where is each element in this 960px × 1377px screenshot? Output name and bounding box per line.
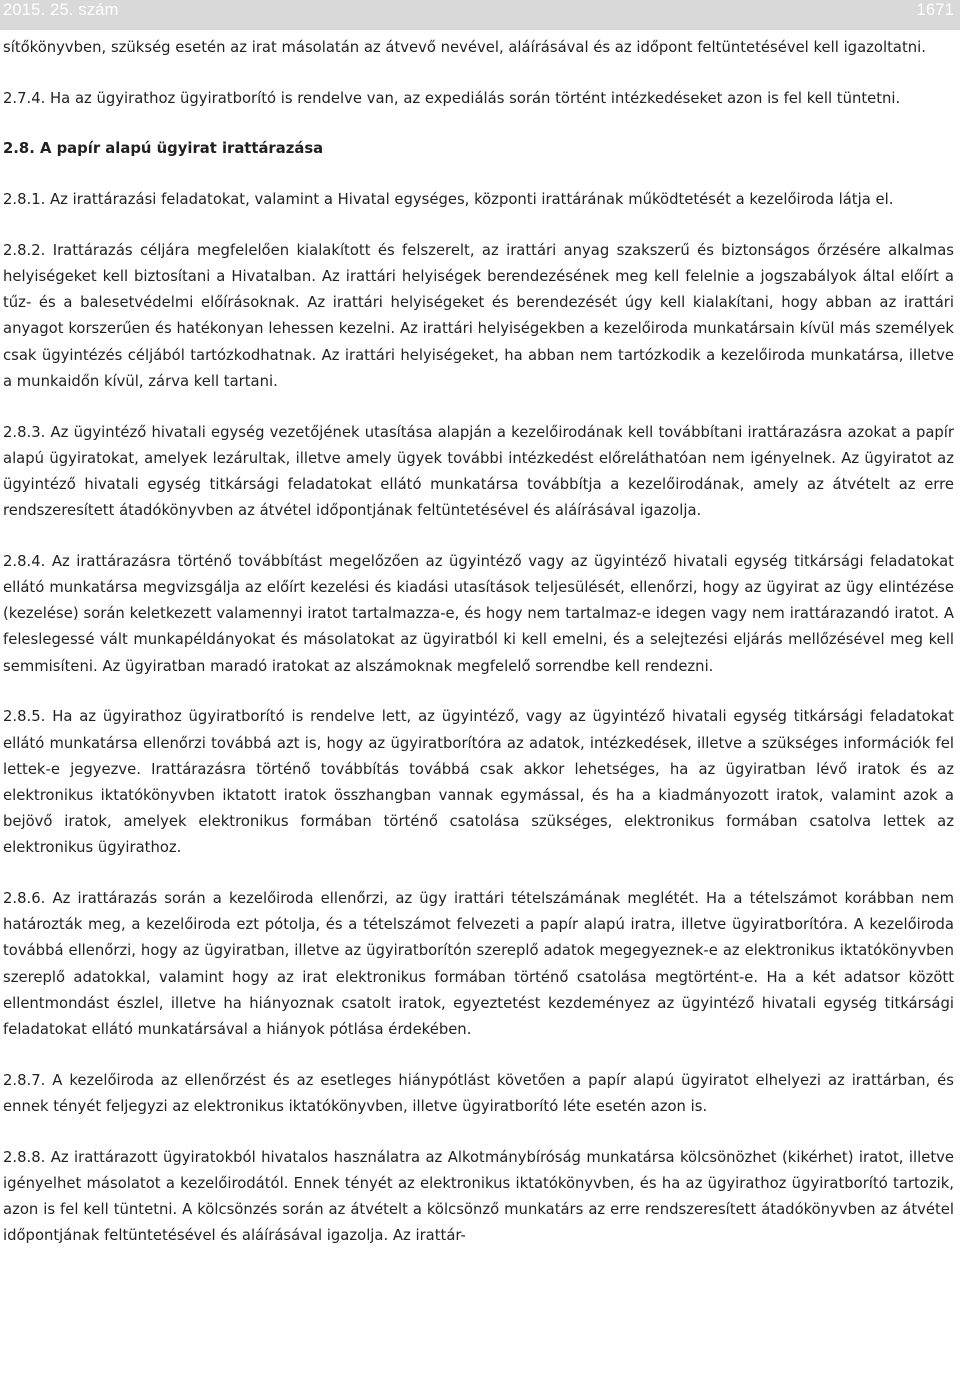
paragraph-2-8-8: 2.8.8. Az irattárazott ügyiratokból hivatalos használatra az Alkotmánybíróság munkatársa kölcsönözhet (kikérhet) iratot, illetve igényelhet másolatot a kezelőirodától. Ennek tényét az elektronikus iktatókönyvben, és ha az ügyirathoz ügyiratborító tartozik, azon is fel kell tüntetni. A kölcsönzés során az átvételt a kölcsönző munkatárs az erre rendszeresített átadókönyvben az átvétel időpontjának feltüntetésével és aláírásával igazolja. Az irattár- — [3, 1148, 954, 1245]
paragraph-2-8-7: 2.8.7. A kezelőiroda az ellenőrzést és az esetleges hiánypótlást követően a papír alapú ügyiratot elhelyezi az irattárban, és ennek tényét feljegyzi az elektronikus iktatókönyvben, illetve ügyiratborító léte esetén azon is. — [3, 1071, 954, 1115]
issue-label: 2015. 25. szám — [3, 1, 119, 19]
paragraph-2-8-3: 2.8.3. Az ügyintéző hivatali egység vezetőjének utasítása alapján a kezelőirodának kell továbbítani irattárazásra azokat a papír alapú ügyiratokat, amelyek lezárultak, illetve amely ügyek további intézkedést előreláthatóan nem igényelnek. Az ügyiratot az ügyintéző hivatali egység titkársági feladatokat ellátó munkatársa továbbítja a kezelőirodának, amely az átvételt az erre rendszeresített átadókönyvben az átvétel időpontjának feltüntetésével és aláírásával igazolja. — [3, 423, 954, 520]
paragraph-2-8-2: 2.8.2. Irattárazás céljára megfelelően kialakított és felszerelt, az irattári anyag szakszerű és biztonságos őrzésére alkalmas helyiségeket kell biztosítani a Hivatalban. Az irattári helyiségek berendezésének meg kell felelnie a jogszabályok által előírt a tűz- és a balesetvédelmi előírásoknak. Az irattári helyiségeket és berendezését úgy kell kialakítani, hogy abban az irattári anyagot korszerűen és hatékonyan lehessen kezelni. Az irattári helyiségekben a kezelőiroda munkatársain kívül más személyek csak ügyintézés céljából tartózkodhatnak. Az irattári helyiségeket, ha abban nem tartózkodik a kezelőiroda munkatársa, illetve a munkaidőn kívül, zárva kell tartani. — [3, 241, 954, 390]
paragraph-2-8-5: 2.8.5. Ha az ügyirathoz ügyiratborító is rendelve lett, az ügyintéző, vagy az ügyintéző hivatali egység titkársági feladatokat ellátó munkatársa ellenőrzi továbbá azt is, hogy az ügyiratborítóra az adatok, intézkedések, illetve a szükséges információk fel lettek-e jegyezve. Irattárazásra történő továbbítás továbbá csak akkor lehetséges, ha az ügyiratban lévő iratok és az elektronikus iktatókönyvben iktatott iratok összhangban vannak egymással, és ha a kiadmányozott iratok, valamint azok a bejövő iratok, amelyek elektronikus formában történő csatolása szükséges, elektronikus formában csatolva lettek az elektronikus ügyirathoz. — [3, 708, 954, 857]
paragraph-2-8-1: 2.8.1. Az irattárazási feladatokat, valamint a Hivatal egységes, központi irattárának működtetését a kezelőiroda látja el. — [3, 191, 894, 209]
page-header-bar — [0, 0, 960, 30]
paragraph-continuation: sítőkönyvben, szükség esetén az irat másolatán az átvevő nevével, aláírásával és az időpont feltüntetésével kell igazoltatni. — [3, 39, 926, 56]
page-number: 1671 — [916, 1, 954, 19]
document-body — [3, 35, 954, 1274]
paragraph-2-8-6: 2.8.6. Az irattárazás során a kezelőiroda ellenőrzi, az ügy irattári tételszámának meglétét. Ha a tételszámot korábban nem határozták meg, a kezelőiroda ezt pótolja, és a tételszámot felvezeti a papír alapú iratra, illetve ügyiratborítóra. A kezelőiroda továbbá ellenőrzi, hogy az ügyiratban, illetve az ügyiratborítón szereplő adatok megegyeznek-e az elektronikus iktatókönyvben szereplő adatokkal, valamint hogy az irat elektronikus formában történő csatolása megtörtént-e. Ha a két adatsor között ellentmondást észlel, illetve ha hiányoznak csatolt iratok, egyeztetést kezdeményez az ügyintéző hivatali egység titkársági feladatokat ellátó munkatársával a hiányok pótlása érdekében. — [3, 890, 954, 1039]
section-heading-2-8: 2.8. A papír alapú ügyirat irattárazása — [3, 140, 324, 158]
paragraph-2-8-4: 2.8.4. Az irattárazásra történő továbbítást megelőzően az ügyintéző vagy az ügyintéző hivatali egység titkársági feladatokat ellátó munkatársa megvizsgálja az előírt kezelési és kiadási utasítások teljesülését, ellenőrzi, hogy az ügyirat az ügy elintézése (kezelése) során keletkezett valamennyi iratot tartalmazza-e, és hogy nem tartalmaz-e idegen vagy nem irattárazandó iratot. A feleslegessé vált munkapéldányokat és másolatokat az ügyiratból ki kell emelni, és a selejtezési eljárás mellőzésével meg kell semmisíteni. Az ügyiratban maradó iratokat az alszámoknak megfelelő sorrendbe kell rendezni. — [3, 552, 954, 675]
paragraph-2-7-4: 2.7.4. Ha az ügyirathoz ügyiratborító is rendelve van, az expediálás során történt intézkedéseket azon is fel kell tüntetni. — [3, 89, 901, 107]
